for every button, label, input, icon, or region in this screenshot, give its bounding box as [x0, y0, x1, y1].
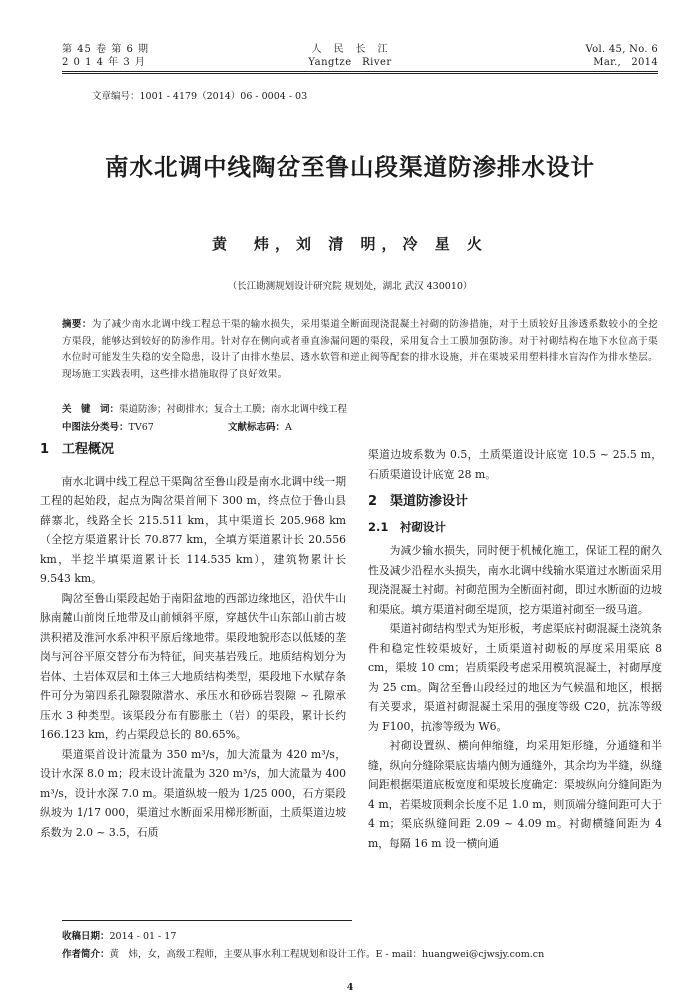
author-bio — [62, 946, 672, 960]
header-rule — [62, 71, 658, 72]
issue-date-en: Mar., 2014 — [593, 57, 658, 68]
right-column — [368, 445, 662, 853]
journal-name-cn: 人 民 长 江 — [311, 44, 389, 55]
authors: 黄 炜，刘 清 明，冷 星 火 — [212, 235, 488, 253]
section-1-continued: 渠道边坡系数为 0.5，土质渠道设计底宽 10.5 ~ 25.5 m，石质渠道设计底宽 28 m。 — [368, 448, 662, 481]
section-1-paragraph-3: 渠道渠首设计流量为 350 m³/s，加大流量为 420 m³/s，设计水深 8.0 m；段末设计流量为 320 m³/s，加大流量为 400 m³/s，设计水深 7.0 m。渠道纵坡一般为 1/25 000，石方渠段纵坡为 1/17 000，渠道过水断面采用梯形断面，土质渠道边坡系数为 2.0 ~ 3.5，石质 — [40, 747, 346, 839]
document-code-value: A — [285, 422, 292, 433]
section-2-heading: 2 渠道防渗设计 — [368, 494, 469, 509]
volume-issue-en: Vol. 45, No. 6 — [585, 44, 658, 55]
section-2-paragraph-2: 渠道衬砌结构型式为矩形板，考虑渠底衬砌混凝土浇筑条件和稳定性较渠坡好，土质渠道衬砌板的厚度采用渠底 8 cm，渠坡 10 cm；岩质渠段考虑采用模筑混凝土，衬砌厚度为 25 cm。陶岔至鲁山段经过的地区为气候温和地区，根据有关要求，渠道衬砌混凝土采用的强度等级 C20，抗冻等级为 F100，抗渗等级为 W6。 — [368, 622, 662, 733]
document-code-label: 文献标志码： — [228, 422, 286, 433]
left-column — [40, 438, 346, 842]
classification-value: TV67 — [128, 422, 154, 433]
volume-issue: 第 45 卷 第 6 期 — [62, 44, 149, 55]
issue-date: 2 0 1 4 年 3 月 — [62, 57, 146, 68]
classification-label: 中图法分类号： — [62, 422, 129, 433]
header-rule-2 — [62, 73, 658, 74]
classification — [62, 419, 154, 433]
abstract-text: 为了减少南水北调中线工程总干渠的输水损失，采用渠道全断面现浇混凝土衬砌的防渗措施，对于土质较好且渗透系数较小的全挖方渠段，能够达到较好的防渗作用。针对存在侧向或者垂直渗漏问题的渠段，采用复合土工膜加强防渗。对于衬砌结构在地下水位高于渠水位时可能发生失稳的安全隐患，设计了由排水垫层、透水软管和逆止阀等配套的排水设施，并在渠坡采用塑料排水盲沟作为排水垫层。现场施工实践表明，这些排水措施取得了良好效果。 — [62, 319, 658, 380]
keywords-text: 渠道防渗；衬砌排水；复合土工膜；南水北调中线工程 — [119, 404, 348, 415]
received-value: 2014 - 01 - 17 — [109, 931, 177, 942]
author-bio-text: 黄 炜，女，高级工程师，主要从事水利工程规划和设计工作。E - mail：huangwei@cjwsjy.com.cn — [109, 949, 545, 960]
article-number: 文章编号：1001 - 4179（2014）06 - 0004 - 03 — [92, 91, 308, 102]
journal-name-en: Yangtze River — [308, 57, 392, 68]
page-number: 4 — [346, 982, 354, 993]
received-label: 收稿日期： — [62, 931, 110, 942]
affiliation: （长江勘测规划设计研究院 规划处，湖北 武汉 430010） — [227, 281, 473, 292]
abstract-label: 摘要： — [62, 319, 92, 330]
section-2-paragraph-3: 衬砌设置纵、横向伸缩缝，均采用矩形缝，分通缝和半缝，纵向分缝除渠底齿墙内侧为通缝外，其余均为半缝，纵缝间距根据渠道底板宽度和渠坡长度确定：渠坡纵向分缝间距为 4 m，若渠坡顶剩余长度不足 1.0 m，则顶端分缝间距可大于 4 m；渠底纵缝间距 2.09 ~ 4.09 m。衬砌横缝间距为 4 m，每隔 16 m 设一横向通 — [368, 739, 662, 850]
document-code — [228, 419, 292, 433]
abstract — [62, 317, 658, 383]
section-1-paragraph-2: 陶岔至鲁山渠段起始于南阳盆地的西部边缘地区，沿伏牛山脉南麓山前岗丘地带及山前倾斜平原，穿越伏牛山东部山前古坡洪积裙及淮河水系冲积平原后缘地带。渠段地貌形态以低矮的垄岗与河谷平原交替分布为特征，间夹基岩残丘。地质结构划分为岩体、土岩体双层和土体三大地质结构类型，渠段地下水赋存条件可分为第四系孔隙裂隙潜水、承压水和砂砾岩裂隙 ~ 孔隙承压水 3 种类型。该渠段分布有膨胀土（岩）的渠段，累计长约 166.123 km，约占渠段总长的 80.65%。 — [40, 591, 346, 741]
section-1-paragraph-1: 南水北调中线工程总干渠陶岔至鲁山段是南水北调中线一期工程的起始段，起点为陶岔渠首闸下 300 m，终点位于鲁山县薛寨北，线路全长 215.511 km，其中渠道长 205.968 km（全挖方渠道累计长 70.877 km，全填方渠道累计长 20.556 km，半挖半填渠道累计长 114.535 km），建筑物累计长 9.543 km。 — [40, 474, 346, 585]
keywords-label: 关 键 词： — [62, 404, 120, 415]
keywords — [62, 401, 347, 415]
section-2-paragraph-1: 为减少输水损失，同时便于机械化施工，保证工程的耐久性及减少沿程水头损失，南水北调中线输水渠道过水断面采用现浇混凝土衬砌。衬砌范围为全断面衬砌，即过水断面的边坡和渠底。填方渠道衬砌至堤顶，挖方渠道衬砌至一级马道。 — [368, 544, 662, 616]
received-date — [62, 928, 176, 942]
footnote-rule — [62, 920, 352, 921]
paper-title: 南水北调中线陶岔至鲁山段渠道防渗排水设计 — [105, 153, 595, 181]
section-1-heading: 1 工程概况 — [40, 442, 115, 457]
section-2-1-heading: 2.1 衬砌设计 — [368, 519, 446, 534]
author-bio-label: 作者简介： — [62, 949, 110, 960]
